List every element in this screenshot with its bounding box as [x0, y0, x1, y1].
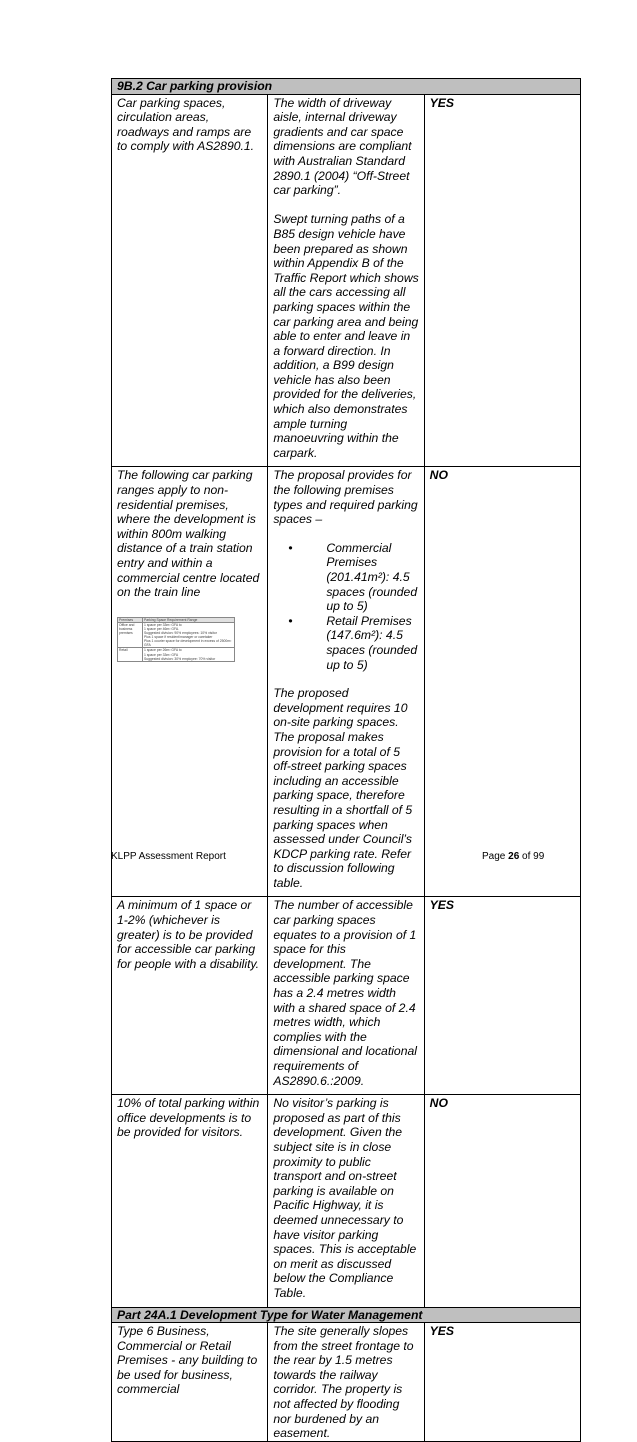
- section-heading: 9B.2 Car parking provision: [112, 79, 581, 95]
- requirement-text: The following car parking ranges apply to non-residential premises, where the development is within 800m walking distance of a train station entry and within a commercial centre located on the train line: [117, 468, 260, 600]
- comment-cell: [268, 897, 424, 1095]
- page-current: 26: [508, 851, 520, 862]
- section-heading-row: [112, 1307, 581, 1323]
- embedded-cell: 1 space per 33m² GFA to 1 space per 46m² GFA. Suggested division: 90% employees: 10% visitor Plus 1 space if resident/manager or caretaker Plus 1 courier space for development in excess of 2500m² GFA: [143, 622, 235, 648]
- compliance-cell: NO: [424, 1095, 580, 1307]
- requirement-text: A minimum of 1 space or 1-2% (whichever is greater) is to be provided for accessible car parking for people with a disability.: [117, 898, 260, 971]
- comment-paragraph: Swept turning paths of a B85 design vehicle have been prepared as shown within Appendix B of the Traffic Report which shows all the cars accessing all parking spaces within the car parking area and being able to enter and leave in a forward direction. In addition, a B99 design vehicle has also been provided for the deliveries, which also demonstrates ample turning manoeuvring within the carpark.: [273, 212, 419, 460]
- bullet-item: • Retail Premises (147.6m²): 4.5 spaces (rounded up to 5): [273, 614, 419, 672]
- embedded-header: Parking Space Requirement Range: [143, 617, 235, 622]
- section-heading: Part 24A.1 Development Type for Water Management: [112, 1307, 581, 1323]
- comment-paragraph: The proposal provides for the following premises types and required parking spaces –: [273, 468, 418, 527]
- comment-cell: [268, 1095, 424, 1307]
- page-prefix: Page: [482, 851, 509, 862]
- bullet-item: • Commercial Premises (201.41m²): 4.5 spaces (rounded up to 5): [273, 541, 419, 614]
- embedded-header: Premises: [118, 617, 143, 622]
- requirement-cell: [112, 94, 268, 467]
- comment-paragraph: The proposed development requires 10 on-site parking spaces. The proposal makes provision for a total of 5 off-street parking spaces including an accessible parking space, therefore resulting in a shortfall of 5 parking spaces when assessed under Council’s KDCP parking rate. Refer to discussion following table.: [273, 686, 413, 890]
- comment-paragraph: No visitor’s parking is proposed as part of this development. Given the subject site is in close proximity to public transport and on-street parking is available on Pacific Highway, it is deemed unnecessary to have visitor parking spaces. This is acceptable on merit as discussed below the Compliance Table.: [273, 1096, 417, 1300]
- page-suffix: of 99: [519, 851, 545, 862]
- embedded-cell: Office and business premises: [118, 622, 143, 648]
- requirement-cell: [112, 1323, 268, 1442]
- compliance-cell: YES: [424, 94, 580, 467]
- compliance-cell: NO: [424, 467, 580, 897]
- requirement-cell: [112, 467, 268, 897]
- parking-rate-embedded-table: [117, 617, 235, 662]
- requirement-text: Car parking spaces, circulation areas, roadways and ramps are to comply with AS2890.1.: [117, 95, 255, 154]
- requirement-cell: [112, 1095, 268, 1307]
- embedded-cell: 1 space per 26m² GFA to 1 space per 33m² GFA Suggested division: 30% employee: 70% visitor: [143, 648, 235, 661]
- table-row: [112, 467, 581, 897]
- requirement-text: 10% of total parking within office developments is to be provided for visitors.: [117, 1096, 260, 1140]
- requirement-cell: [112, 897, 268, 1095]
- footer-report-title: KLPP Assessment Report: [111, 851, 226, 862]
- embedded-cell: Retail: [118, 648, 143, 661]
- footer-page-number: [482, 851, 544, 862]
- compliance-cell: YES: [424, 1323, 580, 1442]
- requirement-text: Type 6 Business, Commercial or Retail Premises - any building to be used for business, commercial: [117, 1324, 258, 1397]
- comment-paragraph: The width of driveway aisle, internal driveway gradients and car space dimensions are compliant with Australian Standard 2890.1 (2004) “Off-Street car parking”.: [273, 95, 412, 198]
- comment-cell: [268, 94, 424, 467]
- table-row: [112, 94, 581, 467]
- table-row: [112, 1095, 581, 1307]
- comment-cell: [268, 1323, 424, 1442]
- bullet-list: [273, 541, 419, 672]
- section-heading-row: [112, 79, 581, 95]
- comment-cell: [268, 467, 424, 897]
- compliance-cell: YES: [424, 897, 580, 1095]
- comment-paragraph: The site generally slopes from the street frontage to the rear by 1.5 metres towards the railway corridor. The property is not affected by flooding nor burdened by an easement.: [273, 1324, 414, 1441]
- comment-paragraph: The number of accessible car parking spaces equates to a provision of 1 space for this development. The accessible parking space has a 2.4 metres width with a shared space of 2.4 metres width, which complies with the dimensional and locational requirements of AS2890.6.:2009.: [273, 898, 417, 1088]
- table-row: [112, 1323, 581, 1442]
- table-row: [112, 897, 581, 1095]
- compliance-table: [111, 78, 581, 1442]
